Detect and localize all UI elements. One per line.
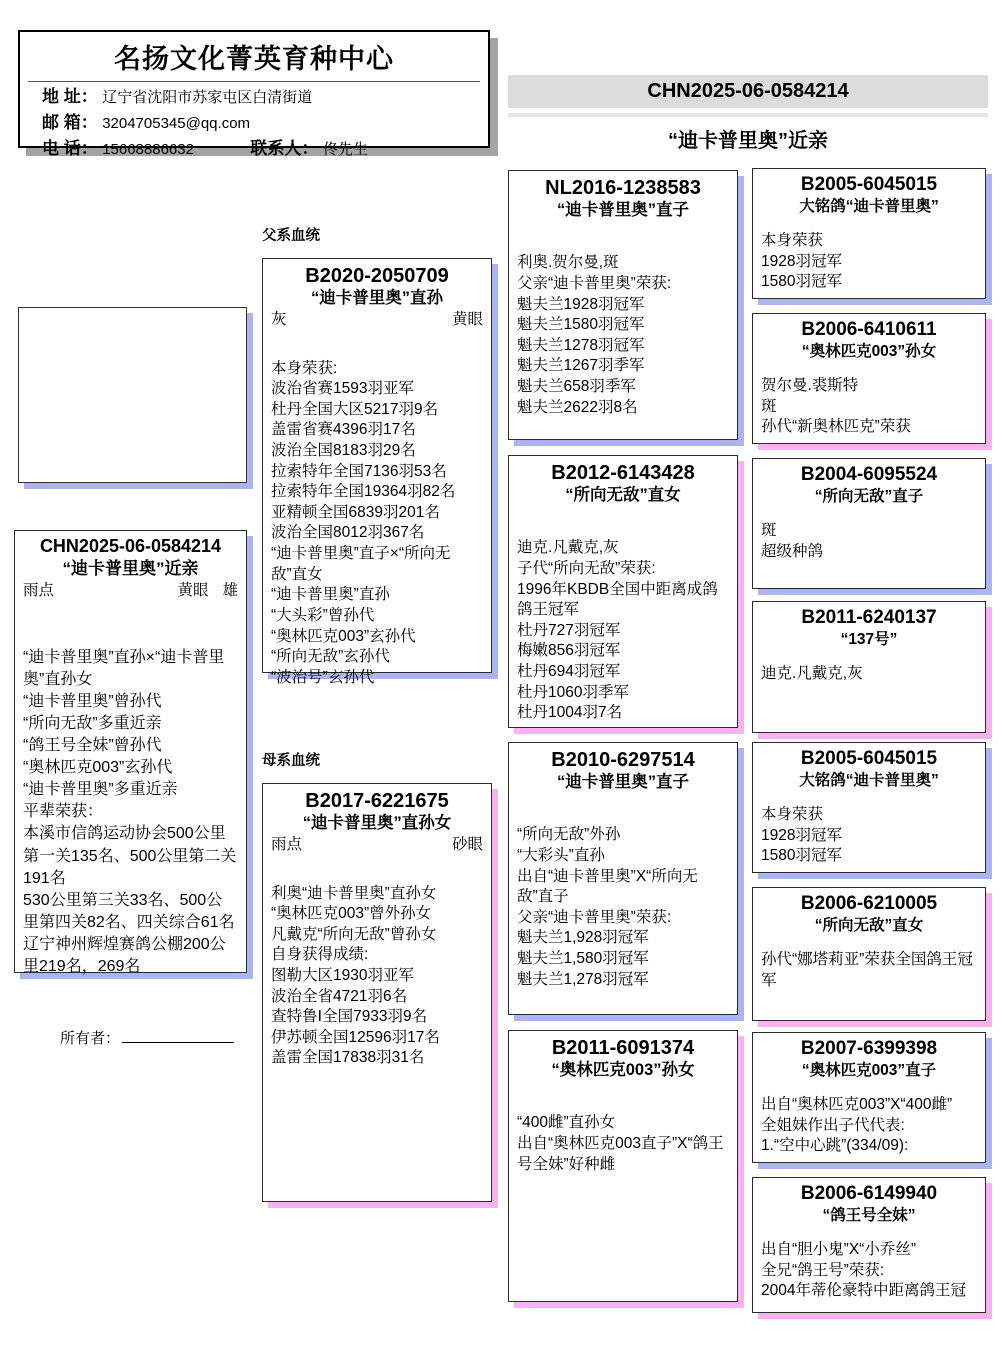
main-bird-details: “迪卡普里奥”直孙×“迪卡普里奥”直孙女 “迪卡普里奥”曾孙代 “所向无敌”多重近亲 “鸽王号全妹”曾孙代 “奥林匹克003”玄孙代 “迪卡普里奥”多重近亲 平辈荣获： 本溪市信鸽运动协会500公里第一关135名、500公里第二关191名 530公里第三关33名、500公里第四关82名、四关综合61名 辽宁神州辉煌赛鸽公棚200公里219名，269名 [23, 648, 237, 975]
father-details: 本身荣获: 波治省赛1593羽亚军 杜丹全国大区5217羽9名 盖雷省赛4396羽17名 波治全国8183羽29名 拉索特年全国7136羽53名 拉索特年全国19364羽82名 亚精顿全国6839羽201名 波治全国8012羽367名 “迪卡普里奥”直子×“所向无敌”直女 “迪卡普里奥”直孙 “大头彩”曾孙代 “奥林匹克003”玄孙代 “所向无敌”玄孙代 “波治号”玄孙代 [271, 359, 456, 686]
phone-row [42, 137, 488, 162]
contact-person-value: 佟先生 [322, 141, 368, 158]
main-bird-color: 雨点 [23, 581, 55, 599]
gg5-details: 本身荣获 1928羽冠军 1580羽冠军 [761, 805, 842, 865]
grandfather-maternal-box [508, 742, 738, 1015]
gg3-details: 斑 超级种鸽 [761, 521, 824, 560]
gg3-ring: B2004-6095524 [800, 464, 938, 485]
address-label: 地 址： [42, 87, 98, 106]
main-bird-box [14, 530, 247, 973]
header-divider [28, 81, 480, 82]
mother-name: “迪卡普里奥”直孙女 [302, 814, 452, 832]
father-eye: 黄眼 [451, 311, 483, 329]
owner-row [60, 1027, 234, 1048]
mother-ring: B2017-6221675 [305, 790, 449, 812]
gg6-name: “所向无敌”直女 [814, 916, 924, 934]
gg2-name: “奥林匹克003”孙女 [801, 342, 937, 360]
grandfather-paternal-details: 利奥.贺尔曼,斑 父亲“迪卡普里奥”荣获: 魁夫兰1928羽冠军 魁夫兰1580羽冠军 魁夫兰1278羽冠军 魁夫兰1267羽季军 魁夫兰658羽季军 魁夫兰2622羽8名 [517, 254, 672, 416]
great-grandparent-box-7 [752, 1032, 986, 1163]
mother-eye: 砂眼 [451, 836, 483, 854]
gg4-ring: B2011-6240137 [801, 607, 937, 628]
address-value: 辽宁省沈阳市苏家屯区白清街道 [102, 89, 313, 106]
mother-details: 利奥“迪卡普里奥”直孙女 “奥林匹克003”曾外孙女 凡戴克“所向无敌”曾孙女 自身获得成绩: 图勒大区1930羽亚军 波治全省4721羽6名 查特鲁Ⅰ全国7933羽9名 伊苏顿全国12596羽17名 盖雷全国17838羽31名 [271, 884, 440, 1067]
great-grandparent-box-1 [752, 168, 986, 299]
address-row [42, 85, 488, 110]
great-grandparent-box-4 [752, 601, 986, 733]
mother-color: 雨点 [271, 836, 303, 854]
father-color: 灰 [271, 311, 287, 329]
gg5-name: 大铭鸽“迪卡普里奥” [799, 771, 939, 789]
gg1-details: 本身荣获 1928羽冠军 1580羽冠军 [761, 231, 842, 291]
great-grandparent-box-5 [752, 742, 986, 873]
mother-traits [271, 835, 483, 855]
email-value: 3204705345@qq.com [102, 115, 251, 132]
main-bird-traits [23, 581, 238, 601]
grandfather-maternal-name: “迪卡普里奥”直子 [557, 773, 689, 791]
main-bird-sex: 雄 [222, 581, 238, 599]
phone-value: 15668886632 [102, 141, 194, 158]
gg4-details: 迪克.凡戴克,灰 [761, 664, 863, 682]
pedigree-title: “迪卡普里奥”近亲 [668, 130, 828, 152]
grandmother-paternal-name: “所向无敌”直女 [565, 486, 681, 504]
breeder-center-name: 名扬文化菁英育种中心 [114, 44, 394, 74]
gg8-details: 出自“胆小鬼”X“小乔丝” 全兄“鸽王号”荣获: 2004年蒂伦豪特中距离鸽王冠 [761, 1240, 966, 1300]
great-grandparent-box-6 [752, 887, 986, 1021]
gg8-name: “鸽王号全妹” [822, 1206, 916, 1224]
gg2-ring: B2006-6410611 [801, 319, 937, 340]
grandfather-maternal-ring: B2010-6297514 [551, 749, 695, 771]
paternal-lineage-label: 父系血统 [262, 228, 320, 244]
great-grandparent-box-3 [752, 458, 986, 589]
phone-label: 电 话： [42, 139, 98, 158]
owner-blank-line [122, 1030, 234, 1043]
main-bird-name: “迪卡普里奥”近亲 [62, 558, 199, 578]
gg7-name: “奥林匹克003”直子 [801, 1061, 937, 1079]
grandmother-maternal-details: “400雌”直孙女 出自“奥林匹克003直子”X“鸽王号全妹”好种雌 [517, 1114, 724, 1173]
gg1-ring: B2005-6045015 [800, 174, 938, 195]
gg8-ring: B2006-6149940 [800, 1183, 938, 1204]
father-ring: B2020-2050709 [305, 265, 449, 287]
breeder-header-box [18, 30, 490, 158]
father-box [262, 258, 492, 686]
main-bird-ring: CHN2025-06-0584214 [39, 536, 222, 556]
grandmother-maternal-ring: B2011-6091374 [551, 1037, 695, 1059]
great-grandparent-box-8 [752, 1177, 986, 1313]
breeder-contact-info [20, 85, 488, 162]
grandmother-maternal-box [508, 1030, 738, 1302]
grandmother-paternal-box [508, 455, 738, 728]
gg7-ring: B2007-6399398 [800, 1038, 938, 1059]
grandmother-maternal-name: “奥林匹克003”孙女 [551, 1061, 695, 1079]
gg4-name: “137号” [840, 630, 898, 648]
great-grandparent-box-2 [752, 313, 986, 444]
gg5-ring: B2005-6045015 [800, 748, 938, 769]
gg6-details: 孙代“娜塔莉亚”荣获全国鸽王冠军 [761, 950, 973, 989]
gg3-name: “所向无敌”直子 [814, 487, 924, 505]
grandfather-paternal-ring: NL2016-1238583 [545, 177, 701, 199]
grandmother-paternal-details: 迪克.凡戴克,灰 子代“所向无敌”荣获: 1996年KBDB全国中距离成鸽鸽王冠军 杜丹727羽冠军 梅嫩856羽冠军 杜丹694羽冠军 杜丹1060羽季军 杜丹1004羽7名 [517, 539, 718, 722]
gg1-name: 大铭鸽“迪卡普里奥” [799, 197, 939, 215]
grandfather-paternal-box [508, 170, 738, 440]
ring-number-bar-shadow [508, 113, 988, 117]
father-name: “迪卡普里奥”直孙 [311, 289, 443, 307]
gg2-details: 贺尔曼.裘斯特 斑 孙代“新奥林匹克”荣获 [761, 376, 911, 436]
main-bird-eye: 黄眼 [177, 581, 209, 599]
grandmother-paternal-ring: B2012-6143428 [551, 462, 695, 484]
grandfather-maternal-details: “所向无敌”外孙 “大彩头”直孙 出自“迪卡普里奥”X“所向无敌”直子 父亲“迪卡普里奥”荣获: 魁夫兰1,928羽冠军 魁夫兰1,580羽冠军 魁夫兰1,278羽冠军 [517, 826, 698, 988]
gg6-ring: B2006-6210005 [800, 893, 938, 914]
maternal-lineage-label: 母系血统 [262, 753, 320, 769]
owner-label: 所有者： [60, 1030, 121, 1047]
ring-number-bar: CHN2025-06-0584214 [508, 75, 988, 108]
grandfather-paternal-name: “迪卡普里奥”直子 [557, 201, 689, 219]
contact-person-label: 联系人： [250, 139, 319, 158]
father-traits [271, 310, 483, 330]
mother-box [262, 783, 492, 1202]
gg7-details: 出自“奥林匹克003”X“400雌” 全姐妹作出子代代表: 1.“空中心跳”(334/09): [761, 1095, 953, 1155]
pigeon-photo-placeholder [18, 307, 247, 483]
email-label: 邮 箱： [42, 113, 98, 132]
email-row [42, 111, 488, 136]
